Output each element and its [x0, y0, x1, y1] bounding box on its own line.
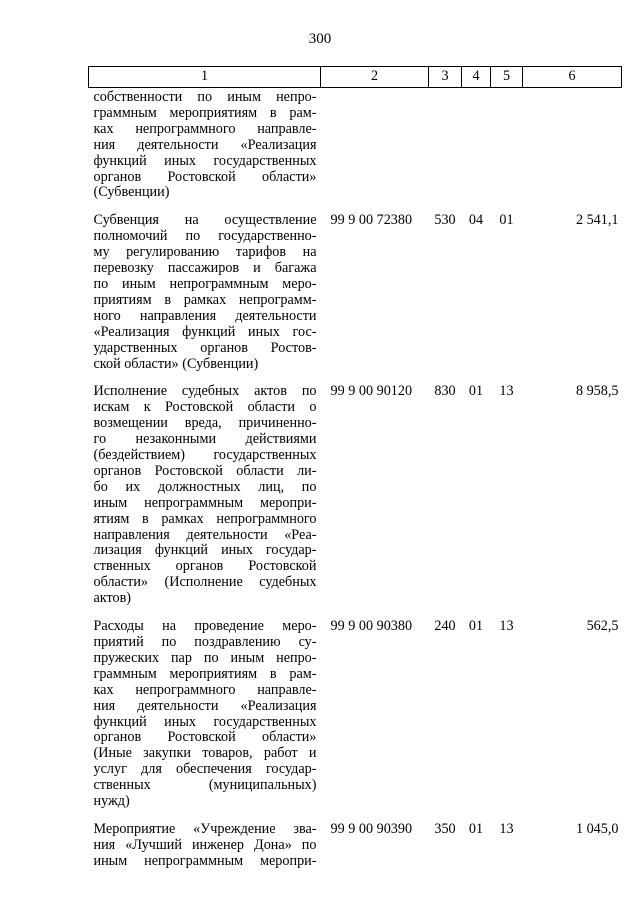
description-line: иным непрограммным меропри- — [93, 494, 317, 511]
description-line: ках непрограммного направле- — [93, 120, 317, 137]
header-col-2: 2 — [321, 67, 429, 88]
header-col-3: 3 — [429, 67, 462, 88]
row-col-3: 350 — [434, 820, 456, 837]
header-col-6: 6 — [523, 67, 622, 88]
row-col-3: 830 — [434, 383, 456, 400]
description-line: приятий по поздравлению су- — [93, 634, 317, 650]
row-col-5: 13 — [499, 820, 514, 837]
description-line: ятиям в рамках непрограммного — [93, 510, 317, 527]
description-line: ния деятельности «Реализация — [93, 136, 317, 153]
header-col-5: 5 — [491, 67, 523, 88]
row-col-5: 01 — [499, 212, 514, 229]
row-col-3 — [429, 88, 462, 202]
header-col-4: 4 — [462, 67, 491, 88]
description-line: органов Ростовской области» — [93, 168, 317, 185]
description-line: функций иных государственных — [93, 152, 317, 169]
header-col-1: 1 — [89, 67, 321, 88]
description-line: бо их должностных лиц, по — [93, 478, 317, 495]
description-line: органов Ростовской области ли- — [93, 462, 317, 479]
row-col-5 — [491, 88, 523, 202]
description-line: граммным мероприятиям в рам- — [93, 104, 317, 121]
row-code — [321, 88, 429, 202]
row-description — [89, 372, 321, 607]
description-line: полномочий по государственно- — [93, 228, 317, 245]
description-line: ках непрограммного направле- — [93, 681, 317, 698]
row-col-4: 01 — [468, 618, 484, 635]
row-amount — [523, 88, 622, 202]
description-line: лизация функций иных государ- — [93, 542, 317, 559]
row-col-5: 13 — [499, 383, 514, 400]
table-row — [89, 607, 622, 810]
description-line: ственных (муниципальных) — [93, 777, 317, 794]
description-line: ного направления деятельности — [93, 307, 317, 324]
description-line: Расходы на проведение меро- — [93, 618, 317, 635]
description-line: ской области» (Субвенции) — [93, 355, 259, 372]
page-number: 300 — [308, 31, 332, 47]
row-col-3: 240 — [434, 618, 456, 635]
row-col-5: 13 — [499, 618, 514, 635]
description-line: Мероприятие «Учреждение зва- — [93, 820, 317, 837]
description-line: органов Ростовской области» — [93, 729, 317, 746]
description-line: (бездействием) государственных — [93, 447, 317, 464]
description-line: услуг для обеспечения государ- — [93, 761, 317, 778]
description-line: ственных органов Ростовской — [93, 558, 317, 575]
row-description — [89, 607, 321, 810]
row-col-4: 04 — [468, 212, 484, 229]
description-line: приятиям в рамках непрограмм- — [93, 291, 317, 308]
row-description — [89, 201, 321, 372]
description-line: «Реализация функций иных гос- — [93, 323, 317, 340]
row-amount: 562,5 — [586, 618, 619, 635]
description-line: собственности по иным непро- — [93, 89, 317, 105]
description-line: актов) — [93, 590, 132, 607]
table-row — [89, 88, 622, 202]
description-line: ния деятельности «Реализация — [93, 697, 317, 714]
table-row — [89, 372, 622, 607]
description-line: ния «Лучший инженер Дона» по — [93, 836, 317, 853]
description-line: го незаконными действиями — [93, 431, 317, 448]
budget-table — [88, 66, 622, 870]
description-line: пружеских пар по иным непро- — [93, 649, 317, 666]
table-header-row — [89, 67, 622, 88]
description-line: (Субвенции) — [93, 184, 170, 201]
description-line: области» (Исполнение судебных — [93, 574, 317, 591]
row-code: 99 9 00 90390 — [330, 820, 413, 837]
description-line: по иным непрограммным меро- — [93, 275, 317, 292]
description-line: искам к Ростовской области о — [93, 399, 317, 416]
description-line: иным непрограммным меропри- — [93, 852, 317, 869]
description-line: нужд) — [93, 793, 130, 810]
row-code: 99 9 00 90380 — [330, 618, 413, 635]
description-line: перевозку пассажиров и багажа — [93, 260, 317, 277]
table-row — [89, 810, 622, 870]
description-line: ударственных органов Ростов- — [93, 339, 317, 356]
row-col-4: 01 — [468, 820, 484, 837]
row-amount: 2 541,1 — [575, 212, 619, 229]
table-row — [89, 201, 622, 372]
row-amount: 1 045,0 — [575, 820, 619, 837]
description-line: Исполнение судебных актов по — [93, 383, 317, 400]
description-line: направления деятельности «Реа- — [93, 526, 317, 543]
row-col-3: 530 — [434, 212, 456, 229]
row-code: 99 9 00 72380 — [330, 212, 413, 229]
description-line: возмещении вреда, причиненно- — [93, 415, 317, 432]
row-description — [89, 88, 321, 202]
description-line: Субвенция на осуществление — [93, 212, 317, 229]
row-col-4: 01 — [468, 383, 484, 400]
table-body — [89, 88, 622, 870]
description-line: му регулированию тарифов на — [93, 244, 317, 261]
description-line: граммным мероприятиям в рам- — [93, 665, 317, 682]
row-col-4 — [462, 88, 491, 202]
row-description — [89, 810, 321, 870]
row-code: 99 9 00 90120 — [330, 383, 413, 400]
description-line: (Иные закупки товаров, работ и — [93, 745, 317, 762]
description-line: функций иных государственных — [93, 713, 317, 730]
row-amount: 8 958,5 — [575, 383, 619, 400]
